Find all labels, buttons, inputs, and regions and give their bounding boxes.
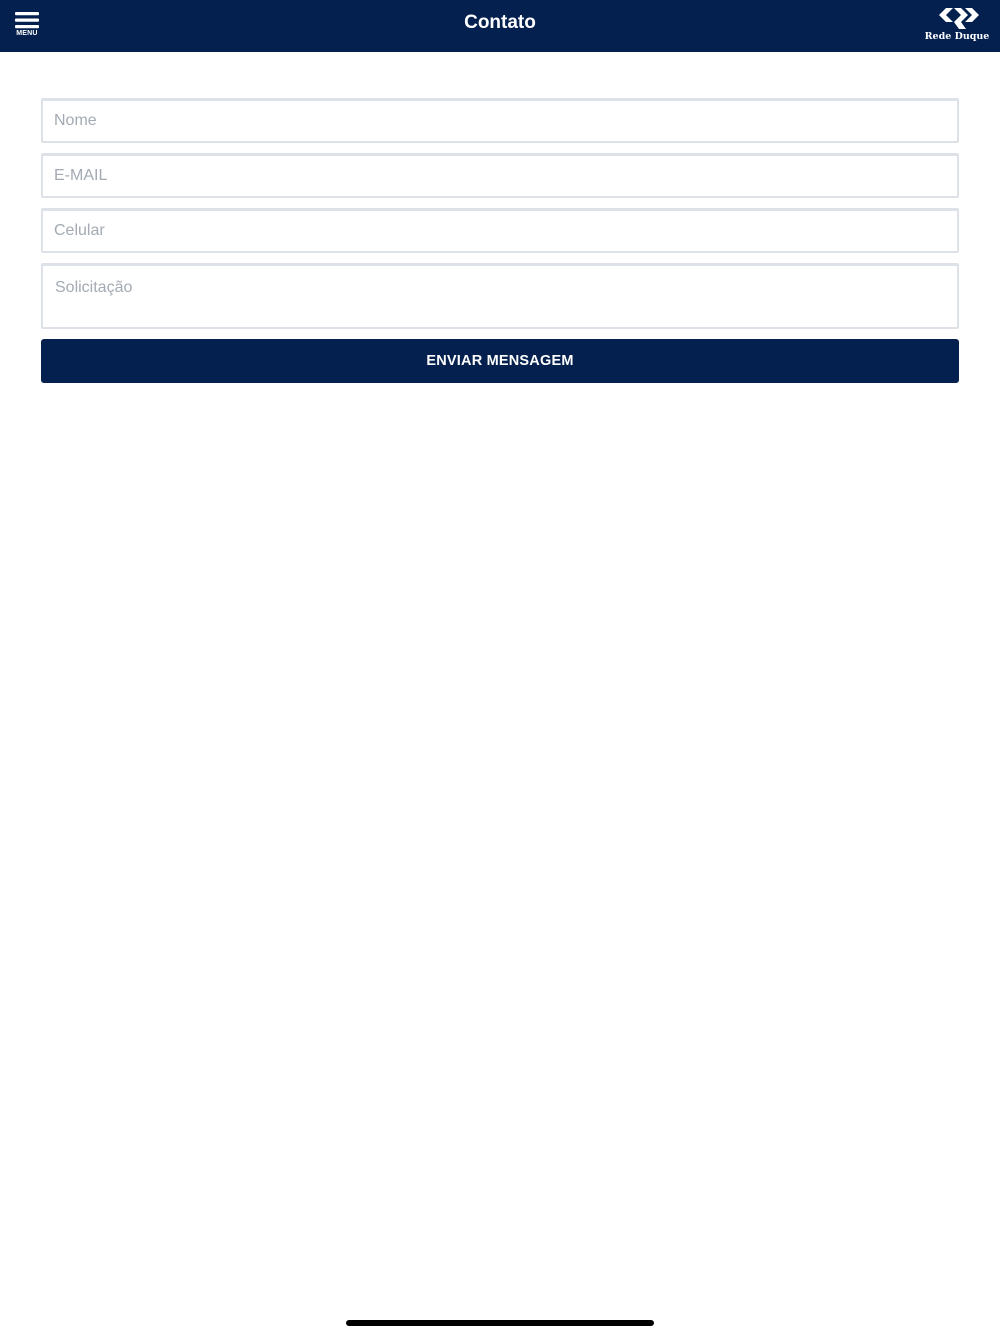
- logo-text: Rede Duque: [924, 31, 990, 42]
- contact-form: [41, 98, 959, 383]
- request-textarea[interactable]: [41, 263, 959, 329]
- phone-input[interactable]: [41, 208, 959, 253]
- page-title: Contato: [464, 12, 536, 33]
- menu-label: MENU: [16, 30, 38, 37]
- app-header: [0, 0, 1000, 52]
- home-indicator: [346, 1320, 654, 1326]
- logo-mark-icon: [934, 7, 980, 31]
- name-input[interactable]: [41, 98, 959, 143]
- rede-duque-logo: [926, 7, 988, 47]
- send-message-button[interactable]: ENVIAR MENSAGEM: [41, 339, 959, 383]
- email-input[interactable]: [41, 153, 959, 198]
